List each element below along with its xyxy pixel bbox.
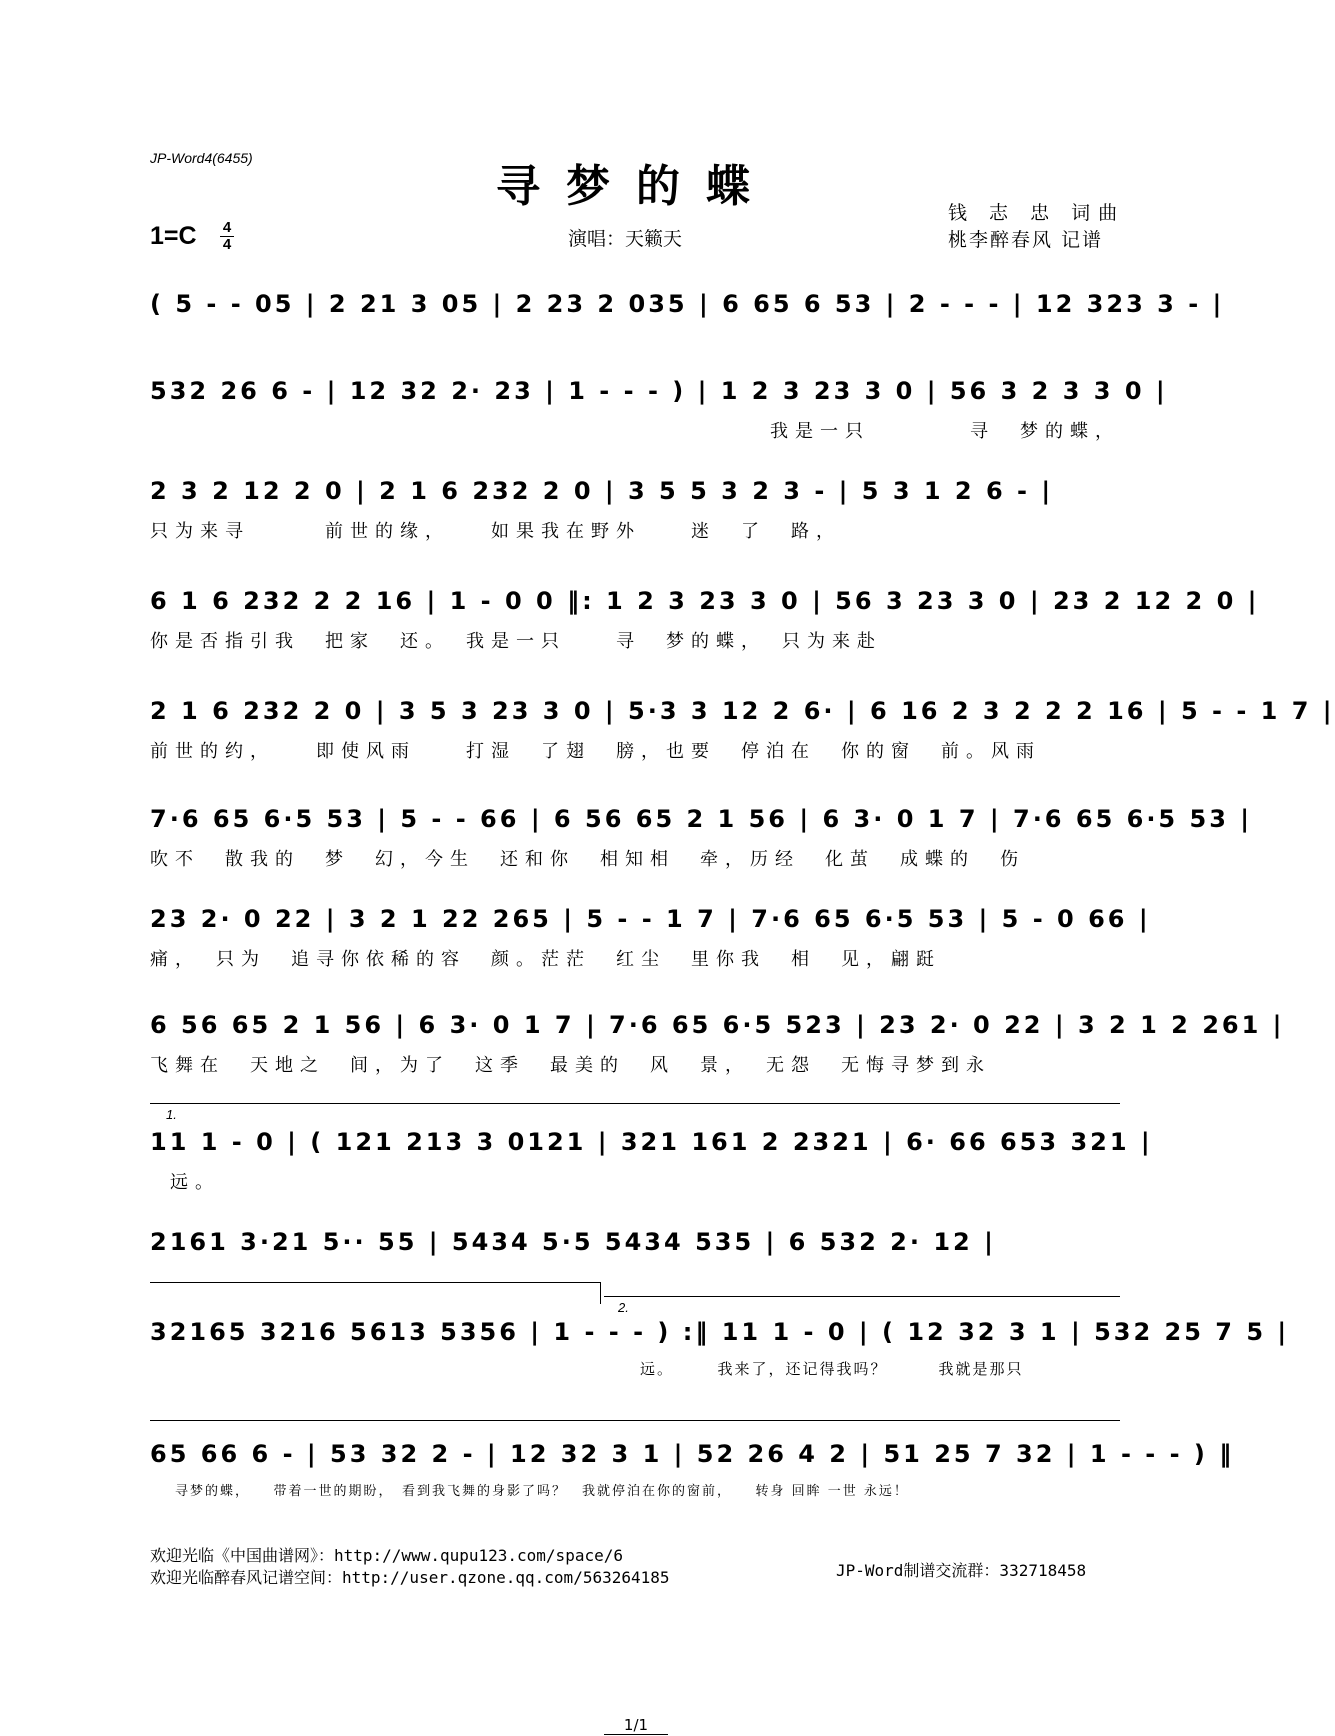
notation-line: 7·6 65 6·5 53 | 5 - - 66 | 6 56 65 2 1 56 | 6 3· 0 1 7 | 7·6 65 6·5 53 | — [150, 805, 1253, 833]
notation-line: 532 26 6 - | 12 32 2· 23 | 1 - - - ) | 1 2 3 23 3 0 | 56 3 2 3 3 0 | — [150, 377, 1168, 405]
time-signature — [220, 221, 234, 252]
notation-line: 6 56 65 2 1 56 | 6 3· 0 1 7 | 7·6 65 6·5 523 | 23 2· 0 22 | 3 2 1 2 261 | — [150, 1011, 1285, 1039]
song-title: 寻梦的蝶 — [496, 161, 776, 212]
ending-number: 2. — [618, 1300, 629, 1315]
composer: 钱 志 忠 词曲 — [948, 202, 1126, 224]
lyrics-line: 你是否指引我 把家 还。 我是一只 寻 梦的蝶， 只为来赴 — [150, 631, 882, 652]
time-signature-bottom: 4 — [222, 236, 232, 253]
footer-link-qupu[interactable]: 欢迎光临《中国曲谱网》：http://www.qupu123.com/space/6 — [150, 1546, 623, 1565]
lyrics-line: 寻梦的蝶， 带着一世的期盼， 看到我飞舞的身影了吗？ 我就停泊在你的窗前， 转身 回眸 一世 永远！ — [175, 1484, 909, 1499]
page-number — [0, 1716, 1272, 1734]
notation-line: 23 2· 0 22 | 3 2 1 22 265 | 5 - - 1 7 | 7·6 65 6·5 53 | 5 - 0 66 | — [150, 905, 1151, 933]
key-signature: 1=C — [150, 222, 197, 250]
transcriber: 桃李醉春风 记谱 — [948, 229, 1104, 251]
notation-line: 6 1 6 232 2 2 16 | 1 - 0 0 ‖: 1 2 3 23 3 0 | 56 3 23 3 0 | 23 2 12 2 0 | — [150, 587, 1260, 615]
performer: 演唱：天籁天 — [568, 228, 683, 250]
footer-link-qzone[interactable]: 欢迎光临醉春风记谱空间：http://user.qzone.qq.com/563264185 — [150, 1568, 670, 1587]
section-line — [150, 1420, 1120, 1421]
lyrics-line: 前世的约， 即使风雨 打湿 了翅 膀，也要 停泊在 你的窗 前。风雨 — [150, 741, 1041, 762]
notation-line: 32165 3216 5613 5356 | 1 - - - ) :‖ 11 1 - 0 | ( 12 32 3 1 | 532 25 7 5 | — [150, 1318, 1290, 1346]
notation-line: 2161 3·21 5·· 55 | 5434 5·5 5434 535 | 6 532 2· 12 | — [150, 1228, 996, 1256]
lyrics-line: 我是一只 寻 梦的蝶， — [770, 421, 1120, 442]
software-label: JP-Word4(6455) — [150, 150, 253, 166]
ending-bracket-line — [150, 1282, 600, 1283]
notation-line: ( 5 - - 05 | 2 21 3 05 | 2 23 2 035 | 6 65 6 53 | 2 - - - | 12 323 3 - | — [150, 290, 1225, 318]
footer-links — [150, 1545, 670, 1589]
time-signature-top: 4 — [222, 219, 232, 236]
ending-bracket-tick — [600, 1282, 601, 1304]
lyrics-line: 远。 — [170, 1172, 220, 1193]
lyrics-line: 远。 我来了，还记得我吗？ 我就是那只 — [640, 1360, 1024, 1378]
footer-group: JP-Word制谱交流群：332718458 — [836, 1561, 1087, 1580]
notation-line: 65 66 6 - | 53 32 2 - | 12 32 3 1 | 52 26 4 2 | 51 25 7 32 | 1 - - - ) ‖ — [150, 1440, 1235, 1468]
notation-line: 2 3 2 12 2 0 | 2 1 6 232 2 0 | 3 5 5 3 2 3 - | 5 3 1 2 6 - | — [150, 477, 1054, 505]
ending-bracket-line — [604, 1296, 1120, 1297]
lyrics-line: 痛， 只为 追寻你依稀的容 颜。茫茫 红尘 里你我 相 见，翩跹 — [150, 949, 941, 970]
page-number-text: 1/1 — [604, 1716, 668, 1735]
ending-bracket-line — [150, 1103, 1120, 1104]
ending-number: 1. — [166, 1107, 177, 1122]
lyrics-line: 飞舞在 天地之 间，为了 这季 最美的 风 景， 无怨 无悔寻梦到永 — [150, 1055, 991, 1076]
lyrics-line: 吹不 散我的 梦 幻，今生 还和你 相知相 牵，历经 化茧 成蝶的 伤 — [150, 849, 1025, 870]
notation-line: 2 1 6 232 2 0 | 3 5 3 23 3 0 | 5·3 3 12 2 6· | 6 16 2 3 2 2 2 16 | 5 - - 1 7 | — [150, 697, 1335, 725]
lyrics-line: 只为来寻 前世的缘， 如果我在野外 迷 了 路， — [150, 521, 841, 542]
notation-line: 11 1 - 0 | ( 121 213 3 0121 | 321 161 2 2321 | 6· 66 653 321 | — [150, 1128, 1153, 1156]
